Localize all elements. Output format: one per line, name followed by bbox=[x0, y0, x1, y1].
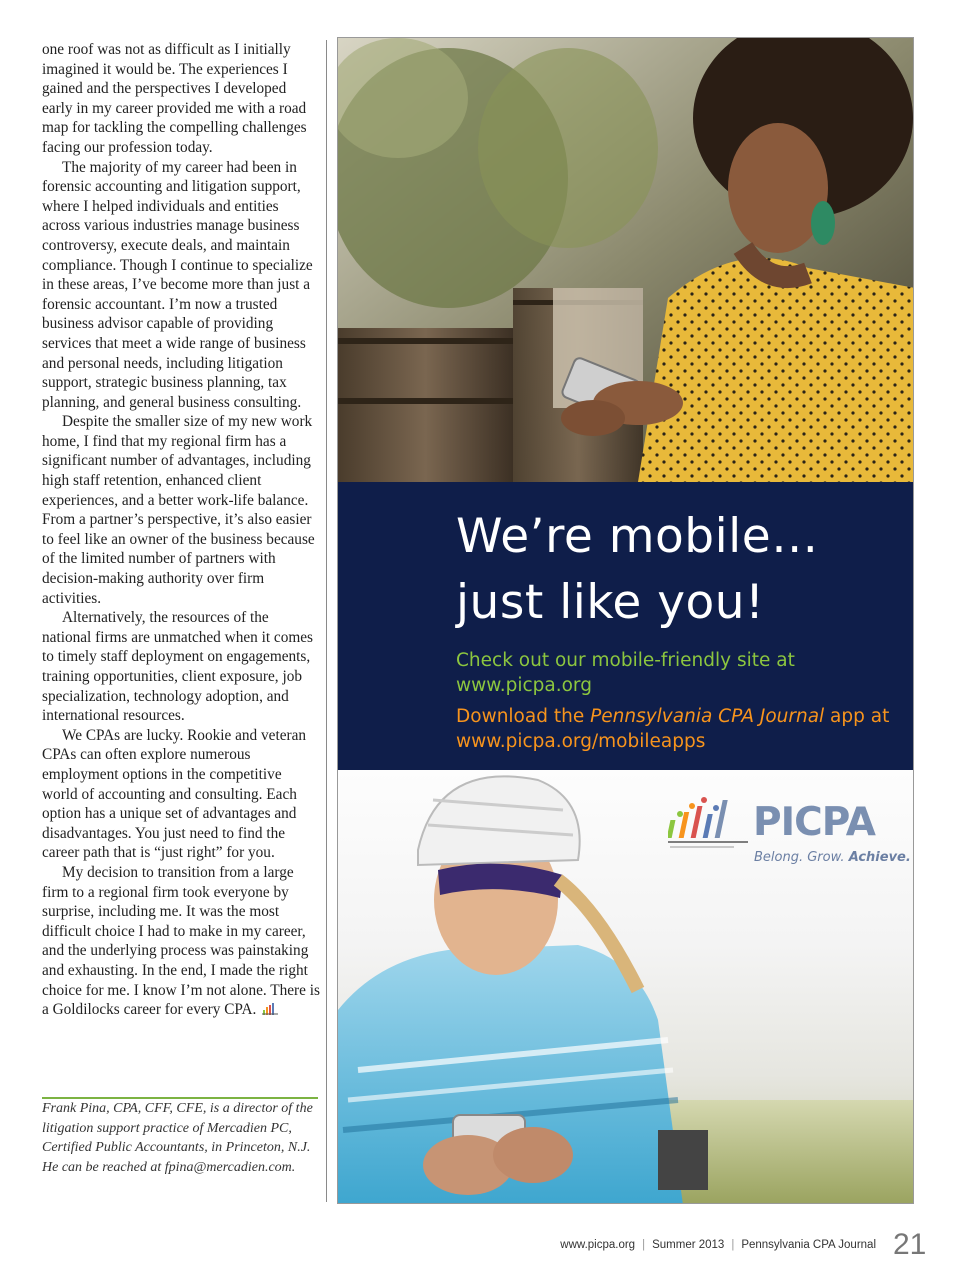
page-number: 21 bbox=[893, 1228, 927, 1261]
article-column bbox=[42, 40, 320, 1020]
journal-name: Pennsylvania CPA Journal bbox=[590, 706, 825, 727]
article-paragraph: Alternatively, the resources of the national firms are unmatched when it comes to timely staff deployment on engagements, training opportunities, client exposure, job specialization, technology adoption, and international resources. bbox=[42, 609, 314, 725]
woman-with-phone-photo bbox=[338, 38, 914, 482]
footer-site: www.picpa.org bbox=[560, 1239, 636, 1251]
article-paragraph: We CPAs are lucky. Rookie and veteran CPAs can often explore numerous employment options in the competitive world of accounting and consulting. Each option has a unique set of advantages and disadvantages. You just need to find the career path that is “just right” for you. bbox=[42, 726, 307, 862]
footer-separator: | bbox=[642, 1239, 646, 1251]
ad-headline bbox=[456, 504, 819, 636]
mobile-site-cta: Check out our mobile-friendly site at www.picpa.org bbox=[456, 650, 795, 696]
article-paragraph: Despite the smaller size of my new work home, I find that my regional firm has a significant number of advantages, including high staff retention, enhanced client experiences, and a better work-life balance. From a partner’s perspective, it’s also easier to feel like an owner of the business because of the limited number of partners with decision-making authority over firm activities. bbox=[42, 413, 315, 607]
picpa-logo-mark-icon bbox=[668, 794, 752, 854]
article-paragraph: one roof was not as difficult as I initially imagined it would be. The experiences I gained and the perspectives I developed early in my career provided me with a road map for tackling the compelling challenges facing our profession today. bbox=[42, 41, 307, 156]
ad-headline-line2: just like you! bbox=[456, 575, 765, 630]
footer-separator: | bbox=[731, 1239, 735, 1251]
author-bio: Frank Pina, CPA, CFF, CFE, is a director of the litigation support practice of Mercadien PC, Certified Public Accountants, in Princeton, N.J. He can be reached at fpina@mercadien.com. bbox=[42, 1101, 313, 1175]
picpa-wordmark: PICPA bbox=[753, 800, 875, 845]
cta-prefix: Download the bbox=[456, 706, 591, 727]
cta-suffix: app at www.picpa.org/mobileapps bbox=[456, 706, 890, 752]
picpa-advertisement bbox=[337, 37, 914, 1204]
woman-with-phone-illustration bbox=[338, 38, 914, 482]
article-paragraph: The majority of my career had been in forensic accounting and litigation support, where I helped individuals and entities across various industries manage business controversy, execute deals, and maintain compliance. Though I continue to specialize in these areas, I’ve become more than just a forensic accountant. I’m now a trusted business advisor capable of providing services that meet a wide range of business and personal needs, including litigation support, strategic business planning, tax planning, and general business consulting. bbox=[42, 158, 313, 411]
article-paragraph-text: My decision to transition from a large firm to a regional firm took everyone by surprise, including me. It was the most difficult choice I had to make in my career, and the underlying process was painstaking and exhausting. In the end, I made the right choice for me. I know I’m not alone. There is a Goldilocks career for every CPA. bbox=[42, 863, 320, 1019]
footer-issue: Summer 2013 bbox=[652, 1239, 725, 1251]
ad-banner bbox=[338, 482, 914, 770]
cyclist-with-phone-photo bbox=[338, 770, 914, 1204]
article-paragraph-last bbox=[42, 863, 320, 1020]
end-of-article-icon bbox=[262, 1002, 278, 1016]
column-divider bbox=[326, 40, 327, 1202]
mobile-app-cta bbox=[456, 704, 896, 754]
picpa-tagline bbox=[754, 850, 911, 865]
page-footer bbox=[560, 1239, 876, 1251]
footer-publication: Pennsylvania CPA Journal bbox=[741, 1239, 876, 1251]
ad-headline-line1: We’re mobile… bbox=[456, 509, 819, 564]
tagline-emphasis: Achieve. bbox=[848, 850, 911, 865]
picpa-logo bbox=[668, 790, 911, 870]
tagline-text: Belong. Grow. bbox=[754, 850, 849, 865]
